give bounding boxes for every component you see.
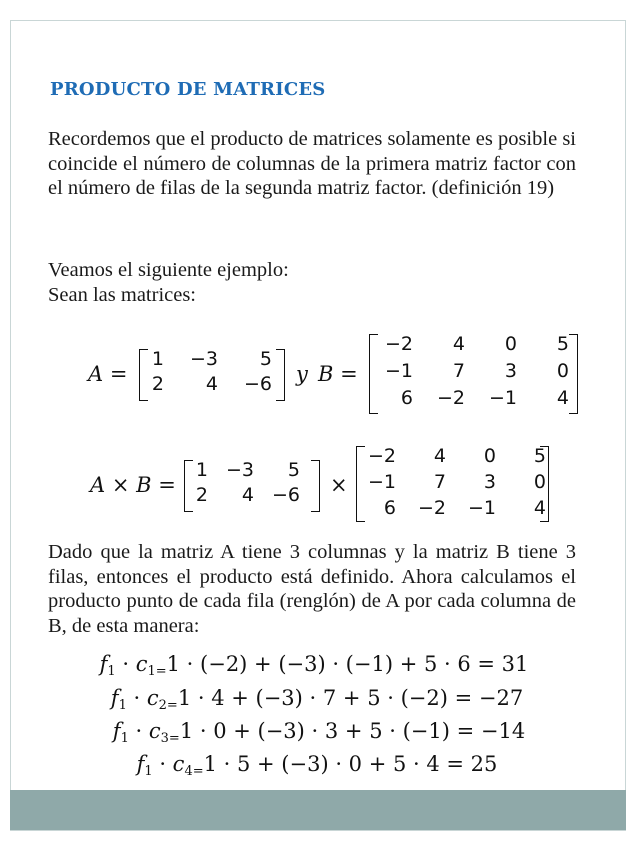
times-symbol: ×	[330, 473, 348, 497]
footer-band	[10, 790, 626, 830]
matrix-a-cell: 4	[205, 373, 218, 395]
product-lhs: A × B =	[90, 473, 176, 497]
matrix-b-cell: −1	[488, 387, 517, 409]
matrix-b-copy-cell: 0	[483, 445, 496, 467]
product-line-4: $f_1 \cdot c_{4=}1 \cdot 5 + (-3) \cdot 0 + 5 \cdot 4 = 25$	[136, 752, 498, 779]
matrix-b-copy-cell: 6	[383, 497, 396, 519]
matrix-b-copy-cell: 5	[533, 445, 546, 467]
matrix-b-cell: 5	[556, 333, 569, 355]
matrix-b-cell: 4	[556, 387, 569, 409]
example-intro: Veamos el siguiente ejemplo:	[48, 259, 289, 281]
matrix-a-copy-cell: −6	[271, 484, 300, 506]
intro-paragraph: Recordemos que el producto de matrices solamente es posible si coincide el número de columnas de la primera matriz factor con el número de filas de la segunda matriz factor. (definición 19)	[48, 128, 576, 199]
matrix-a-copy-cell: −3	[225, 459, 254, 481]
matrix-b-copy-cell: −2	[367, 445, 396, 467]
a-label: A =	[88, 362, 128, 386]
matrix-a-right-bracket	[276, 349, 285, 401]
product-line-1: $f_1 \cdot c_{1=}1 \cdot (-2) + (-3) \cdot (-1) + 5 \cdot 6 = 31$	[99, 652, 529, 679]
explanation-paragraph: Dado que la matriz A tiene 3 columnas y la matriz B tiene 3 filas, entonces el producto está definido. Ahora calculamos el producto punto de cada fila (renglón) de A por cada columna de B, de esta manera:	[48, 541, 576, 637]
matrix-b-cell: −1	[384, 360, 413, 382]
matrix-b-copy-cell: −2	[417, 497, 446, 519]
page-title: PRODUCTO DE MATRICES	[50, 79, 326, 100]
matrix-a2-right-bracket	[311, 460, 320, 512]
matrix-b-cell: 0	[504, 333, 517, 355]
product-line-3: $f_1 \cdot c_{3=}1 \cdot 0 + (-3) \cdot 3 + 5 \cdot (-1) = -14$	[112, 719, 526, 746]
matrix-a-copy-cell: 2	[195, 484, 208, 506]
matrix-a-copy-cell: 1	[195, 459, 208, 481]
matrix-b-cell: 0	[556, 360, 569, 382]
matrix-b-cell: 6	[400, 387, 413, 409]
matrix-a-cell: 5	[259, 348, 272, 370]
matrices-intro: Sean las matrices:	[48, 284, 197, 306]
matrix-a-cell: 1	[151, 348, 164, 370]
matrix-b-copy-cell: 0	[533, 471, 546, 493]
matrix-a-cell: −6	[243, 373, 272, 395]
matrix-b-copy-cell: 7	[433, 471, 446, 493]
b-label: B =	[318, 362, 358, 386]
matrix-b-cell: −2	[384, 333, 413, 355]
matrix-b-right-bracket	[569, 334, 578, 414]
matrix-b-cell: 3	[504, 360, 517, 382]
matrix-b-copy-cell: 4	[533, 497, 546, 519]
matrix-a-cell: 2	[151, 373, 164, 395]
matrix-b-copy-cell: −1	[467, 497, 496, 519]
matrix-b-copy-cell: 4	[433, 445, 446, 467]
matrix-b-cell: 7	[452, 360, 465, 382]
product-line-2: $f_1 \cdot c_{2=}1 \cdot 4 + (-3) \cdot 7 + 5 \cdot (-2) = -27$	[110, 686, 524, 713]
matrix-a-copy-cell: 5	[287, 459, 300, 481]
matrix-a-cell: −3	[189, 348, 218, 370]
matrix-b-copy-cell: −1	[367, 471, 396, 493]
matrix-b-cell: −2	[436, 387, 465, 409]
matrix-b-copy-cell: 3	[483, 471, 496, 493]
y-conjunction: y	[296, 362, 308, 386]
matrix-b-cell: 4	[452, 333, 465, 355]
matrix-a-copy-cell: 4	[241, 484, 254, 506]
